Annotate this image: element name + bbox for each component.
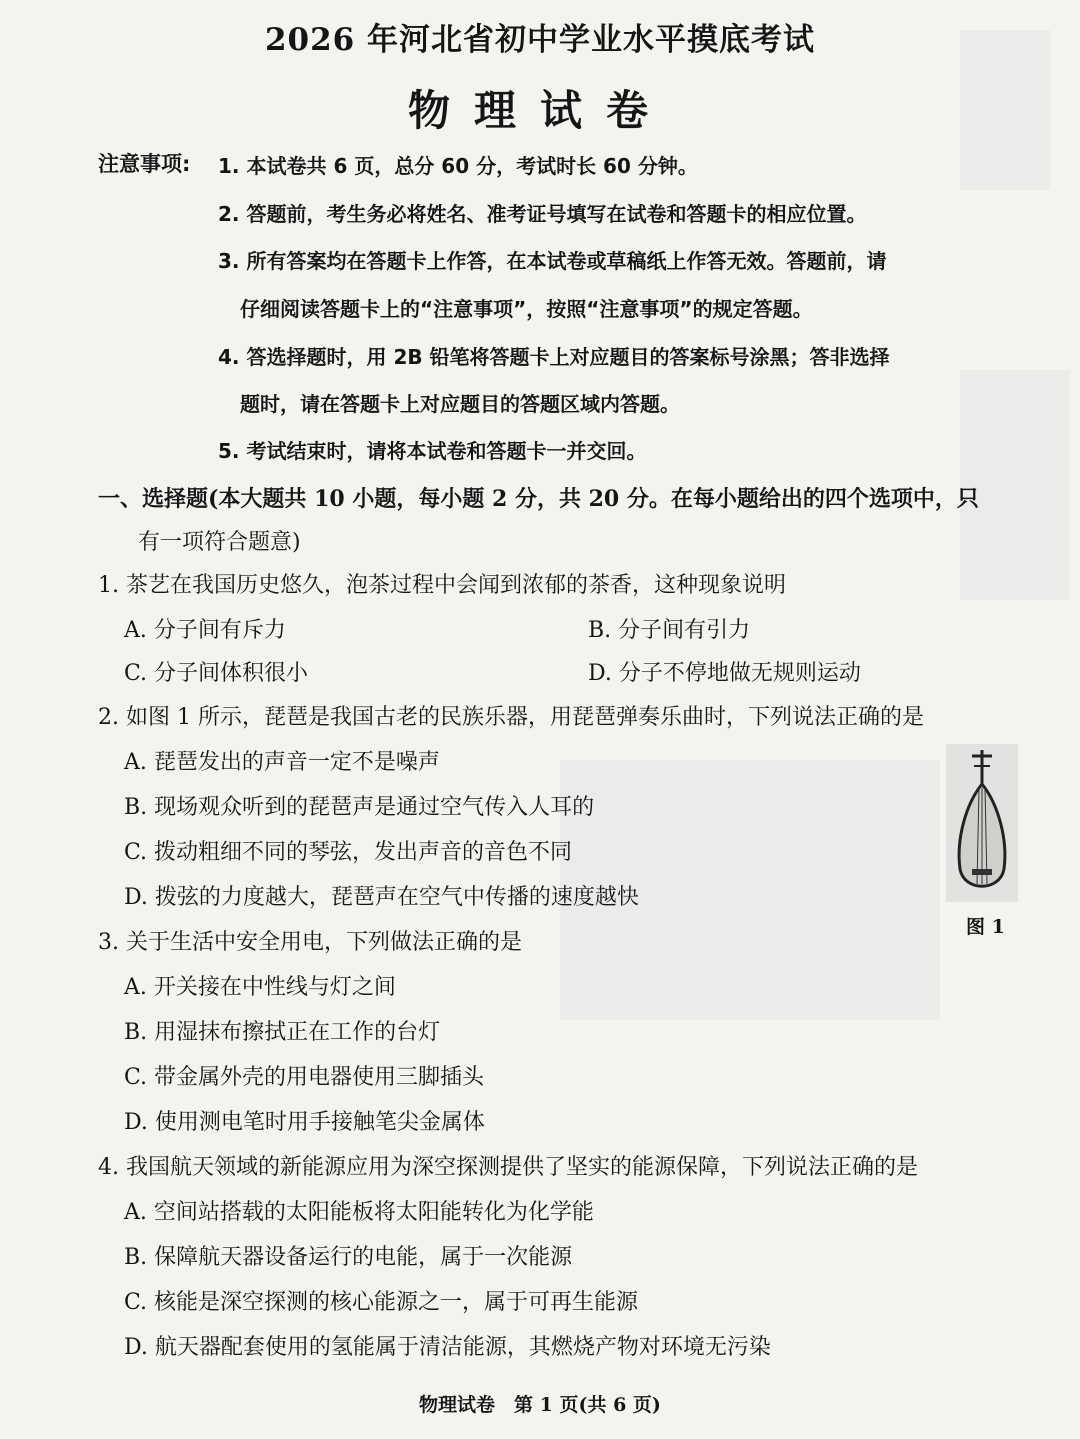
notice-item-5: 5. 考试结束时，请将本试卷和答题卡一并交回。 [218,439,647,463]
notice-item-2: 2. 答题前，考生务必将姓名、准考证号填写在试卷和答题卡的相应位置。 [218,202,867,226]
question-4-stem: 4. 我国航天领域的新能源应用为深空探测提供了坚实的能源保障，下列说法正确的是 [98,1155,918,1180]
question-4-option-a: A. 空间站搭载的太阳能板将太阳能转化为化学能 [124,1200,594,1225]
notice-label: 注意事项: [98,152,191,176]
notice-item-1: 1. 本试卷共 6 页，总分 60 分，考试时长 60 分钟。 [218,154,698,178]
question-2-option-a: A. 琵琶发出的声音一定不是噪声 [124,750,440,775]
page-footer: 物理试卷 第 1 页(共 6 页) [419,1394,661,1416]
question-2-stem: 2. 如图 1 所示，琵琶是我国古老的民族乐器，用琵琶弹奏乐曲时，下列说法正确的是 [98,705,924,730]
notice-item-3: 3. 所有答案均在答题卡上作答，在本试卷或草稿纸上作答无效。答题前，请 [218,249,887,273]
notice-item-4-cont: 题时，请在答题卡上对应题目的答题区域内答题。 [240,392,680,416]
question-2-option-c: C. 拨动粗细不同的琴弦，发出声音的音色不同 [124,840,573,865]
question-2-option-d: D. 拨弦的力度越大，琵琶声在空气中传播的速度越快 [124,885,639,910]
question-4-option-c: C. 核能是深空探测的核心能源之一，属于可再生能源 [124,1290,639,1315]
question-3-option-b: B. 用湿抹布擦拭正在工作的台灯 [124,1020,441,1045]
pipa-icon [946,744,1018,902]
exam-title: 2026 年河北省初中学业水平摸底考试 [264,22,816,58]
subject-title: 物理试卷 [407,86,672,135]
question-1-stem: 1. 茶艺在我国历史悠久，泡茶过程中会闻到浓郁的茶香，这种现象说明 [98,573,786,598]
question-3-option-c: C. 带金属外壳的用电器使用三脚插头 [124,1065,485,1090]
question-1-option-b: B. 分子间有引力 [588,618,751,643]
pipa-figure [946,744,1018,902]
notice-item-4: 4. 答选择题时，用 2B 铅笔将答题卡上对应题目的答案标号涂黑；答非选择 [218,345,890,369]
figure-1-caption: 图 1 [966,916,1005,938]
question-3-option-d: D. 使用测电笔时用手接触笔尖金属体 [124,1110,485,1135]
question-3-option-a: A. 开关接在中性线与灯之间 [124,975,396,1000]
section-heading-cont: 有一项符合题意) [138,530,301,555]
question-1-option-c: C. 分子间体积很小 [124,661,309,686]
question-1-option-d: D. 分子不停地做无规则运动 [588,661,861,686]
question-2-option-b: B. 现场观众听到的琵琶声是通过空气传入人耳的 [124,795,595,820]
question-4-option-d: D. 航天器配套使用的氢能属于清洁能源，其燃烧产物对环境无污染 [124,1335,771,1360]
section-heading: 一、选择题(本大题共 10 小题，每小题 2 分，共 20 分。在每小题给出的四个选项中，只 [98,486,979,512]
question-4-option-b: B. 保障航天器设备运行的电能，属于一次能源 [124,1245,573,1270]
notice-item-3-cont: 仔细阅读答题卡上的“注意事项”，按照“注意事项”的规定答题。 [240,297,813,321]
question-1-option-a: A. 分子间有斥力 [124,618,286,643]
question-3-stem: 3. 关于生活中安全用电，下列做法正确的是 [98,930,522,955]
